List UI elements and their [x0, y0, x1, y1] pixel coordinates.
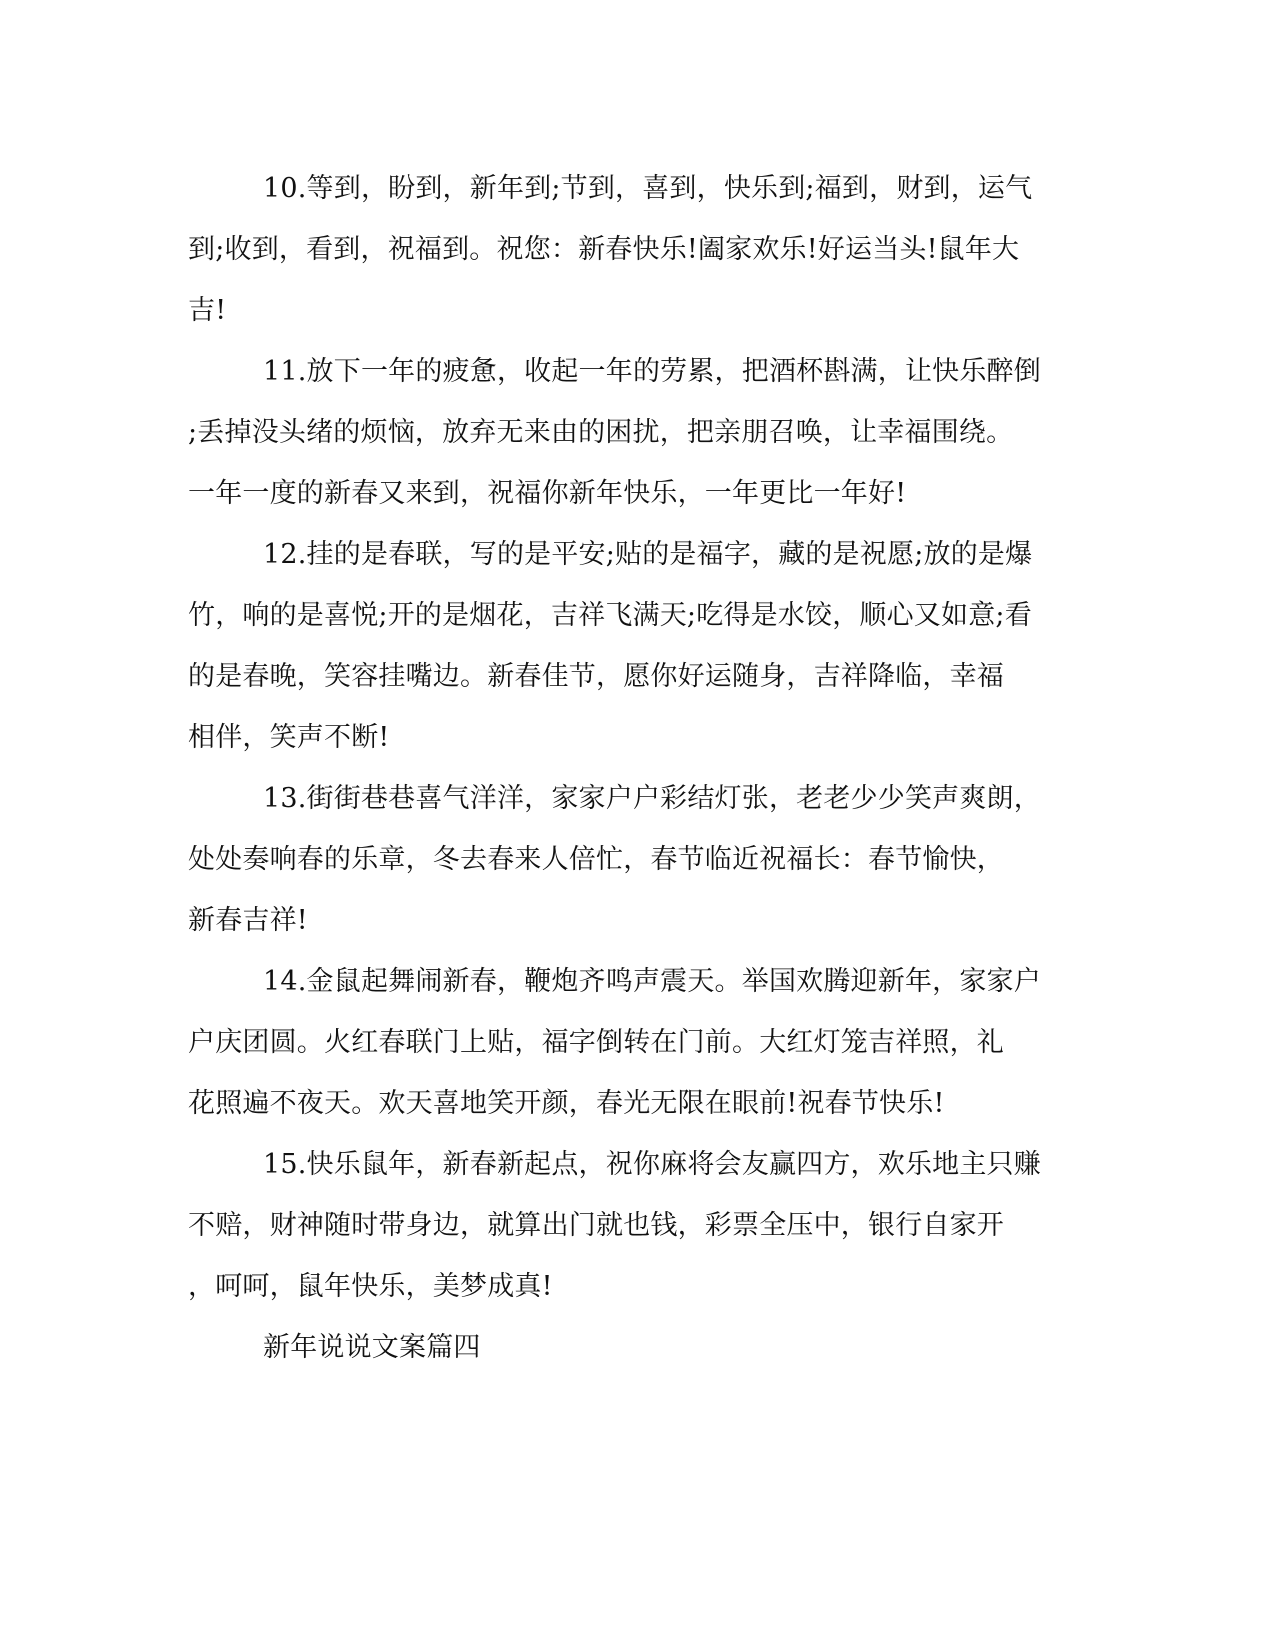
paragraph-line: ，呵呵，鼠年快乐，美梦成真!: [188, 1271, 553, 1302]
paragraph-line: 不赔，财神随时带身边，就算出门就也钱，彩票全压中，银行自家开: [188, 1210, 1004, 1241]
paragraph-10: [188, 158, 1088, 341]
paragraph-15: [188, 1134, 1088, 1317]
paragraph-line: 10.等到，盼到，新年到;节到，喜到，快乐到;福到，财到，运气: [263, 173, 1033, 204]
paragraph-line: 13.街街巷巷喜气洋洋，家家户户彩结灯张，老老少少笑声爽朗，: [263, 783, 1041, 814]
paragraph-line: 相伴，笑声不断!: [188, 722, 390, 753]
paragraph-line: 到;收到，看到，祝福到。祝您：新春快乐!阖家欢乐!好运当头!鼠年大: [188, 234, 1020, 265]
paragraph-line: ;丢掉没头绪的烦恼，放弃无来由的困扰，把亲朋召唤，让幸福围绕。: [188, 417, 1014, 448]
paragraph-12: [188, 524, 1088, 768]
paragraph-line: 11.放下一年的疲惫，收起一年的劳累，把酒杯斟满，让快乐醉倒: [263, 356, 1041, 387]
paragraph-line: 花照遍不夜天。欢天喜地笑开颜，春光无限在眼前!祝春节快乐!: [188, 1088, 945, 1119]
paragraph-14: [188, 951, 1088, 1134]
paragraph-line: 新春吉祥!: [188, 905, 308, 936]
document-body: [188, 158, 1088, 1378]
paragraph-13: [188, 768, 1088, 951]
paragraph-line: 竹，响的是喜悦;开的是烟花，吉祥飞满天;吃得是水饺，顺心又如意;看: [188, 600, 1032, 631]
paragraph-line: 12.挂的是春联，写的是平安;贴的是福字，藏的是祝愿;放的是爆: [263, 539, 1033, 570]
paragraph-line: 户庆团圆。火红春联门上贴，福字倒转在门前。大红灯笼吉祥照，礼: [188, 1027, 1004, 1058]
paragraph-line: 14.金鼠起舞闹新春，鞭炮齐鸣声震天。举国欢腾迎新年，家家户: [263, 966, 1041, 997]
paragraph-line: 吉!: [188, 295, 227, 326]
paragraph-line: 15.快乐鼠年，新春新起点，祝你麻将会友赢四方，欢乐地主只赚: [263, 1149, 1041, 1180]
section-heading: 新年说说文案篇四: [263, 1332, 481, 1363]
paragraph-line: 的是春晚，笑容挂嘴边。新春佳节，愿你好运随身，吉祥降临，幸福: [188, 661, 1004, 692]
paragraph-line: 处处奏响春的乐章，冬去春来人倍忙，春节临近祝福长：春节愉快，: [188, 844, 1004, 875]
paragraph-line: 一年一度的新春又来到，祝福你新年快乐，一年更比一年好!: [188, 478, 907, 509]
paragraph-11: [188, 341, 1088, 524]
